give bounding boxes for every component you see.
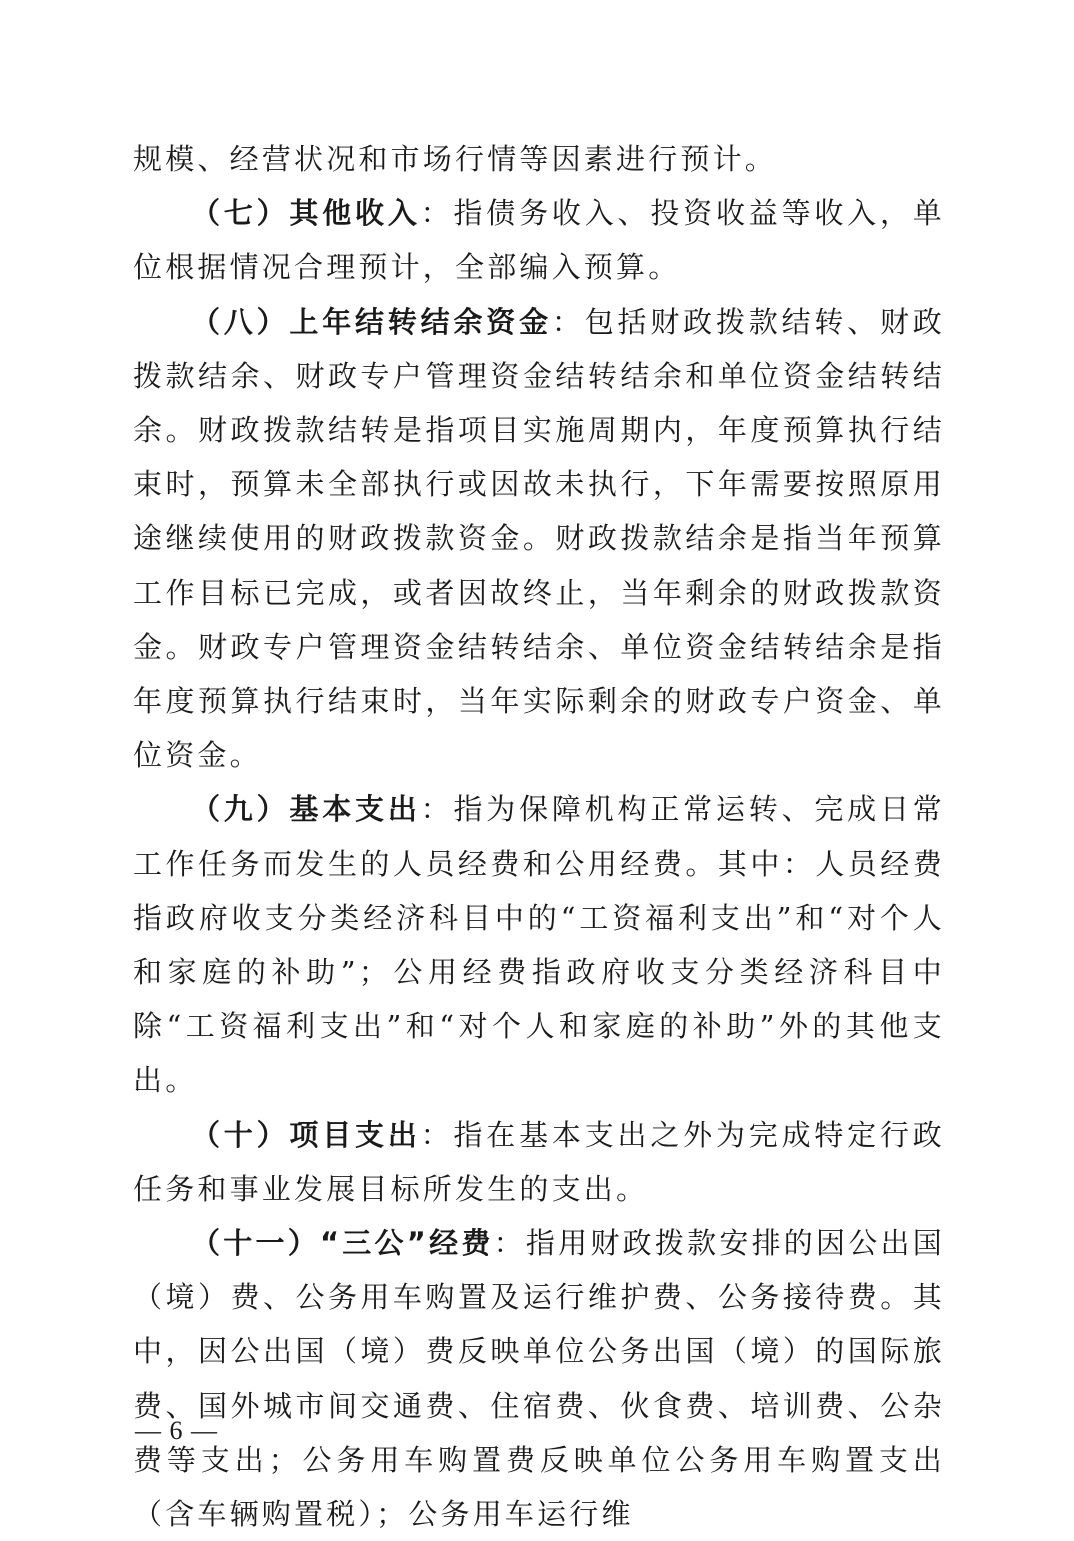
paragraph-term: （十一）“三公”经费 (191, 1226, 494, 1261)
paragraph-text: ：指债务收入、投资收益等收入，单位根据情况合理预计，全部编入预算。 (133, 196, 946, 285)
paragraph-term: （十）项目支出 (191, 1117, 421, 1152)
paragraph-basic-expenditure (133, 782, 945, 1107)
paragraph-term: （九）基本支出 (191, 792, 421, 827)
paragraph-continuation (133, 132, 945, 186)
paragraph-three-public-expenses (133, 1216, 945, 1541)
paragraph-text: ：包括财政拨款结转、财政拨款结余、财政专户管理资金结转结余和单位资金结转结余。财政拨款结转是指项目实施周期内，年度预算执行结束时，预算未全部执行或因故未执行，下年需要按照原用途继续使用的财政拨款资金。财政拨款结余是指当年预算工作目标已完成，或者因故终止，当年剩余的财政拨款资金。财政专户管理资金结转结余、单位资金结转结余是指年度预算执行结束时，当年实际剩余的财政专户资金、单位资金。 (133, 304, 946, 773)
paragraph-project-expenditure (133, 1108, 945, 1216)
paragraph-text: ：指在基本支出之外为完成特定行政任务和事业发展目标所发生的支出。 (133, 1117, 946, 1206)
paragraph-text: ：指为保障机构正常运转、完成日常工作任务而发生的人员经费和公用经费。其中：人员经费指政府收支分类经济科目中的“工资福利支出”和“对个人和家庭的补助”；公用经费指政府收支分类经济科目中除“工资福利支出”和“对个人和家庭的补助”外的其他支出。 (133, 792, 946, 1098)
page-number: — 6 — (135, 1416, 218, 1445)
paragraph-term: （七）其他收入 (191, 196, 421, 231)
paragraph-text: ：指用财政拨款安排的因公出国（境）费、公务用车购置及运行维护费、公务接待费。其中，因公出国（境）费反映单位公务出国（境）的国际旅费、国外城市间交通费、住宿费、伙食费、培训费、公杂费等支出；公务用车购置费反映单位公务用车购置支出（含车辆购置税）；公务用车运行维 (133, 1226, 945, 1532)
document-body (133, 132, 945, 1541)
paragraph-text: 规模、经营状况和市场行情等因素进行预计。 (133, 142, 778, 176)
paragraph-carryover-funds (133, 295, 945, 783)
paragraph-term: （八）上年结转结余资金 (191, 304, 552, 339)
paragraph-other-income (133, 186, 945, 294)
